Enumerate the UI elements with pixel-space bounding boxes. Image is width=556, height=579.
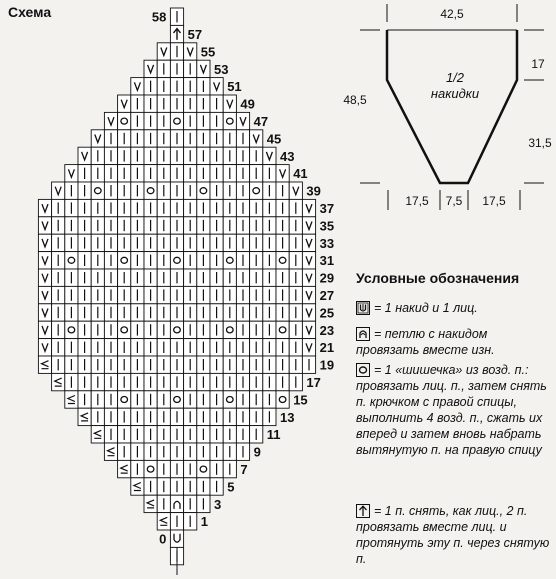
row-label: 31 bbox=[319, 253, 335, 269]
schematic-outline bbox=[387, 30, 517, 183]
row-label: 0 bbox=[159, 531, 167, 547]
row-label: 15 bbox=[293, 392, 308, 408]
legend-text-bobble: = 1 «шишечка» из возд. п.: провязать лиц. п., затем снять п. крючком с правой спицы, выполнить 4 возд. п., сжать их вперед и затем вновь набрать вытянутую п. на правую спицу bbox=[356, 363, 547, 457]
chart-cell bbox=[302, 339, 315, 356]
row-label: 17 bbox=[306, 374, 321, 390]
chart-cell bbox=[302, 234, 315, 251]
chart-cell bbox=[302, 321, 315, 338]
chart-cell bbox=[91, 130, 104, 147]
chart-cell bbox=[38, 234, 51, 251]
chart-cell bbox=[263, 147, 276, 164]
chart-cell bbox=[157, 43, 170, 60]
chart-cell bbox=[302, 199, 315, 216]
legend-text-double-dec: = 1 п. снять, как лиц., 2 п. провязать вместе лиц. и протянуть эту п. через снятую п. bbox=[356, 504, 550, 566]
chart-cell bbox=[197, 460, 210, 477]
chart-cell bbox=[236, 112, 249, 129]
row-label: 55 bbox=[200, 44, 216, 60]
row-label: 35 bbox=[319, 218, 335, 234]
chart-cell bbox=[276, 391, 289, 408]
chart-cell bbox=[302, 304, 315, 321]
chart-cell bbox=[170, 495, 183, 512]
schematic-bottom-center: 7,5 bbox=[445, 194, 463, 208]
chart-cell bbox=[118, 95, 131, 112]
chart-cell bbox=[223, 112, 236, 129]
chart-cell bbox=[38, 304, 51, 321]
row-label: 49 bbox=[240, 96, 255, 112]
chart-cell bbox=[38, 339, 51, 356]
chart-cell bbox=[118, 321, 131, 338]
row-label: 13 bbox=[280, 409, 295, 425]
row-label: 33 bbox=[319, 235, 335, 251]
chart-cell bbox=[223, 391, 236, 408]
schematic-bottom-right: 17,5 bbox=[482, 194, 506, 208]
row-label: 7 bbox=[240, 461, 248, 477]
legend-text-yo-knit: = 1 накид и 1 лиц. bbox=[374, 301, 478, 315]
chart-cell bbox=[170, 321, 183, 338]
row-label: 27 bbox=[319, 287, 335, 303]
chart-cell bbox=[38, 199, 51, 216]
schematic-top-width: 42,5 bbox=[440, 7, 464, 21]
chart-cell bbox=[197, 182, 210, 199]
chart-cell bbox=[144, 60, 157, 77]
chart-cell bbox=[118, 252, 131, 269]
chart-cell bbox=[223, 252, 236, 269]
chart-cell bbox=[210, 78, 223, 95]
chart-cell bbox=[78, 147, 91, 164]
chart-cell bbox=[289, 182, 302, 199]
chart-cell bbox=[65, 165, 78, 182]
chart-cell bbox=[250, 130, 263, 147]
chart-cell bbox=[65, 252, 78, 269]
row-label: 58 bbox=[151, 9, 167, 25]
chart-cell bbox=[38, 217, 51, 234]
chart-cell bbox=[276, 165, 289, 182]
row-label: 1 bbox=[200, 514, 209, 530]
row-label: 5 bbox=[227, 479, 235, 495]
chart-cell bbox=[302, 286, 315, 303]
legend-title: Условные обозначения bbox=[356, 270, 520, 286]
chart-cell bbox=[170, 391, 183, 408]
chart-cell bbox=[65, 321, 78, 338]
row-label: 45 bbox=[266, 131, 282, 147]
chart-cell bbox=[184, 43, 197, 60]
chart-cell bbox=[223, 321, 236, 338]
schematic-left-length: 48,5 bbox=[343, 93, 367, 107]
row-label: 41 bbox=[293, 166, 308, 182]
row-label: 29 bbox=[319, 270, 335, 286]
schematic-right-top: 17 bbox=[531, 57, 545, 71]
row-label: 9 bbox=[253, 444, 261, 460]
row-label: 57 bbox=[187, 26, 203, 42]
chart-cell bbox=[223, 95, 236, 112]
chart-title: Схема bbox=[8, 4, 52, 20]
chart-cell bbox=[91, 182, 104, 199]
chart-cell bbox=[38, 286, 51, 303]
row-label: 47 bbox=[253, 113, 269, 129]
chart-cell bbox=[170, 112, 183, 129]
row-label: 19 bbox=[319, 357, 335, 373]
row-label: 39 bbox=[306, 183, 321, 199]
row-label: 25 bbox=[319, 305, 335, 321]
schematic-bottom-left: 17,5 bbox=[405, 194, 429, 208]
chart-cell bbox=[38, 321, 51, 338]
chart-cell bbox=[276, 321, 289, 338]
chart-cell bbox=[197, 60, 210, 77]
chart-cell bbox=[144, 182, 157, 199]
chart-cell bbox=[38, 269, 51, 286]
chart-cell bbox=[52, 182, 65, 199]
row-label: 37 bbox=[319, 200, 335, 216]
chart-grid bbox=[38, 8, 315, 565]
chart-cell bbox=[131, 78, 144, 95]
row-label: 53 bbox=[214, 61, 229, 77]
chart-cell bbox=[302, 217, 315, 234]
chart-cell bbox=[250, 182, 263, 199]
chart-cell bbox=[118, 112, 131, 129]
chart-cell bbox=[38, 252, 51, 269]
chart-cell bbox=[118, 391, 131, 408]
chart-cell bbox=[144, 460, 157, 477]
chart-cell bbox=[170, 252, 183, 269]
chart-cell bbox=[170, 530, 183, 547]
schematic-label-fraction: 1/2 bbox=[445, 70, 465, 85]
row-label: 21 bbox=[319, 340, 335, 356]
chart-cell bbox=[276, 252, 289, 269]
yo-knit-icon bbox=[356, 301, 370, 315]
schematic-right-bottom: 31,5 bbox=[528, 136, 552, 150]
row-label: 51 bbox=[227, 79, 242, 95]
row-label: 43 bbox=[280, 148, 295, 164]
chart-cell bbox=[104, 112, 117, 129]
chart-cell bbox=[302, 269, 315, 286]
schematic-label-name: накидки bbox=[430, 86, 480, 101]
legend-text-sl-yo: = петлю с накидом провязать вместе изн. bbox=[356, 327, 495, 357]
row-label: 11 bbox=[266, 427, 281, 443]
row-label: 23 bbox=[319, 322, 335, 338]
chart-cell bbox=[302, 252, 315, 269]
sleeve-schematic bbox=[343, 4, 552, 210]
row-label: 3 bbox=[214, 496, 222, 512]
